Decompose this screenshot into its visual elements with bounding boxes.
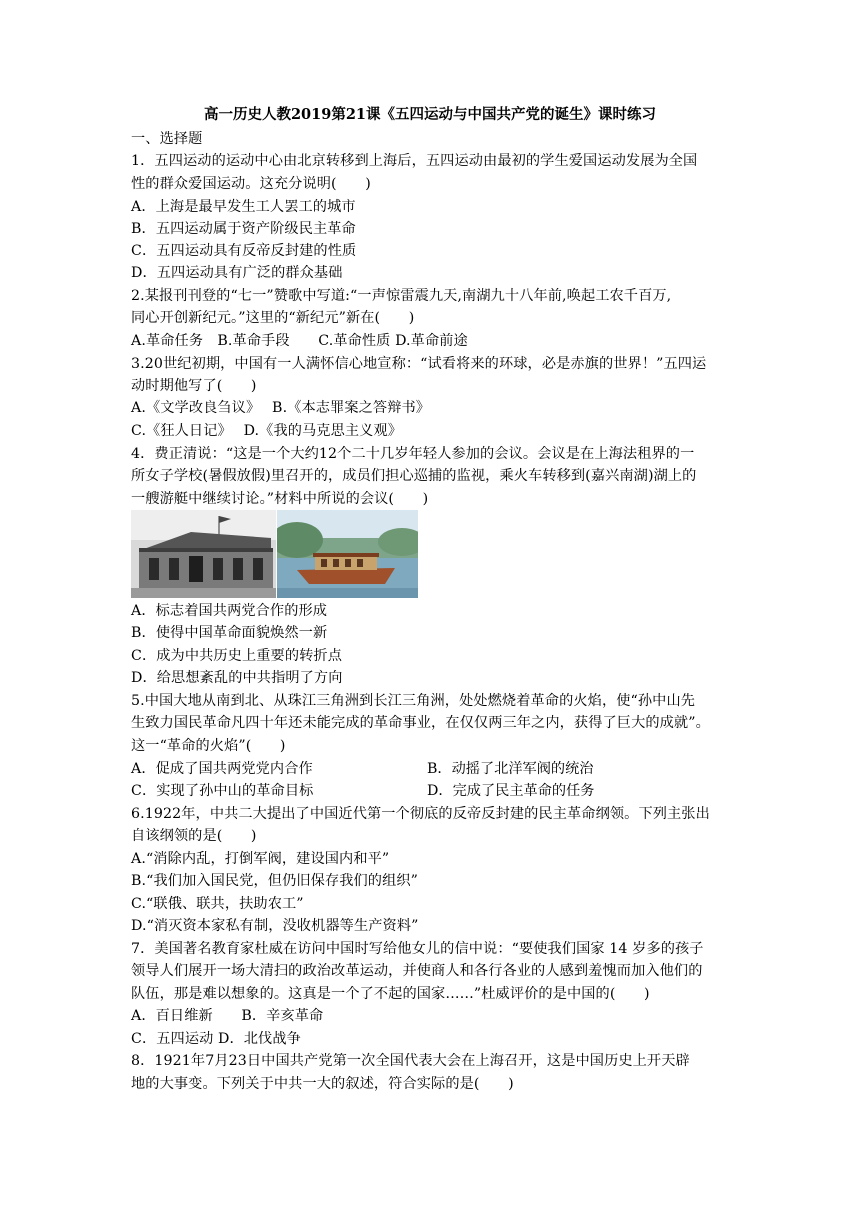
q4-option-b: B．使得中国革命面貌焕然一新: [131, 625, 328, 641]
q6-stem-line-2: 自该纲领的是( ): [131, 828, 257, 844]
q5-stem-line-3: 这一“革命的火焰”( ): [131, 738, 286, 754]
q4-option-d: D．给思想紊乱的中共指明了方向: [131, 670, 343, 686]
q7-stem-line-2: 领导人们展开一场大清扫的政治改革运动，并使商人和各行各业的人感到羞愧而加入他们的: [131, 963, 703, 979]
q2-options: A.革命任务 B.革命手段 C.革命性质 D.革命前途: [131, 333, 468, 349]
q1-option-c: C．五四运动具有反帝反封建的性质: [131, 243, 357, 259]
q3-stem-line-1: 3.20世纪初期，中国有一人满怀信心地宣称：“试看将来的环球，必是赤旗的世界！”五四运: [131, 356, 707, 372]
page-title: 高一历史人教2019第21课《五四运动与中国共产党的诞生》课时练习: [203, 106, 657, 123]
q2-stem-line-2: 同心开创新纪元。”这里的“新纪元”新在( ): [131, 310, 415, 326]
q4-stem-line-2: 所女子学校(暑假放假)里召开的，成员们担心巡捕的监视，乘火车转移到(嘉兴南湖)湖上的: [131, 468, 697, 484]
q3-options-cd: C.《狂人日记》 D.《我的马克思主义观》: [131, 423, 403, 439]
q7-options-cd: C．五四运动 D．北伐战争: [131, 1031, 301, 1047]
q3-options-ab: A.《文学改良刍议》 B.《本志罪案之答辩书》: [131, 400, 431, 416]
q5-option-a: A．促成了国共两党党内合作: [131, 761, 313, 777]
memorial-building-photo: [131, 510, 276, 598]
q1-option-d: D．五四运动具有广泛的群众基础: [131, 265, 343, 281]
q2-stem-line-1: 2.某报刊刊登的“七一”赞歌中写道:“一声惊雷震九天,南湖九十八年前,唤起工农千百万,: [131, 288, 672, 304]
q5-stem-line-2: 生致力国民革命凡四十年还未能完成的革命事业，在仅仅两三年之内，获得了巨大的成就”。: [131, 715, 710, 731]
q6-stem-line-1: 6.1922年，中共二大提出了中国近代第一个彻底的反帝反封建的民主革命纲领。下列主张出: [131, 806, 710, 822]
q6-option-d: D.“消灭资本家私有制，没收机器等生产资料”: [131, 918, 419, 934]
q3-stem-line-2: 动时期他写了( ): [131, 378, 257, 394]
section-heading: 一、选择题: [131, 131, 203, 147]
red-boat-photo: [277, 510, 418, 598]
q6-option-c: C.“联俄、联共，扶助农工”: [131, 896, 304, 912]
q1-option-a: A．上海是最早发生工人罢工的城市: [131, 199, 356, 215]
q5-option-c: C．实现了孙中山的革命目标: [131, 783, 314, 799]
q6-option-b: B.“我们加入国民党，但仍旧保存我们的组织”: [131, 873, 419, 889]
q5-stem-line-1: 5.中国大地从南到北、从珠江三角洲到长江三角洲，处处燃烧着革命的火焰，使“孙中山先: [131, 693, 696, 709]
q1-stem-line-2: 性的群众爱国运动。这充分说明( ): [131, 176, 371, 192]
q7-stem-line-1: 7．美国著名教育家杜威在访问中国时写给他女儿的信中说：“要使我们国家 14 岁多的孩子: [131, 941, 704, 957]
q1-option-b: B．五四运动属于资产阶级民主革命: [131, 221, 356, 237]
q1-stem-line-1: 1．五四运动的运动中心由北京转移到上海后，五四运动由最初的学生爱国运动发展为全国: [131, 153, 698, 169]
q4-option-c: C．成为中共历史上重要的转折点: [131, 648, 342, 664]
q5-option-b: B．动摇了北洋军阀的统治: [427, 761, 594, 777]
q8-stem-line-1: 8．1921年7月23日中国共产党第一次全国代表大会在上海召开，这是中国历史上开天辟: [131, 1053, 690, 1069]
q7-options-ab: A．百日维新 B．辛亥革命: [131, 1008, 324, 1024]
q8-stem-line-2: 地的大事变。下列关于中共一大的叙述，符合实际的是( ): [131, 1076, 514, 1092]
q4-stem-line-3: 一艘游艇中继续讨论。”材料中所说的会议( ): [131, 491, 429, 507]
q4-stem-line-1: 4．费正清说：“这是一个大约12个二十几岁年轻人参加的会议。会议是在上海法租界的一: [131, 446, 695, 462]
q7-stem-line-3: 队伍，那是难以想象的。这真是一个了不起的国家……”杜威评价的是中国的( ): [131, 986, 650, 1002]
q5-option-d: D．完成了民主革命的任务: [427, 783, 595, 799]
q4-option-a: A．标志着国共两党合作的形成: [131, 603, 328, 619]
q6-option-a: A.“消除内乱，打倒军阀，建设国内和平”: [131, 851, 390, 867]
